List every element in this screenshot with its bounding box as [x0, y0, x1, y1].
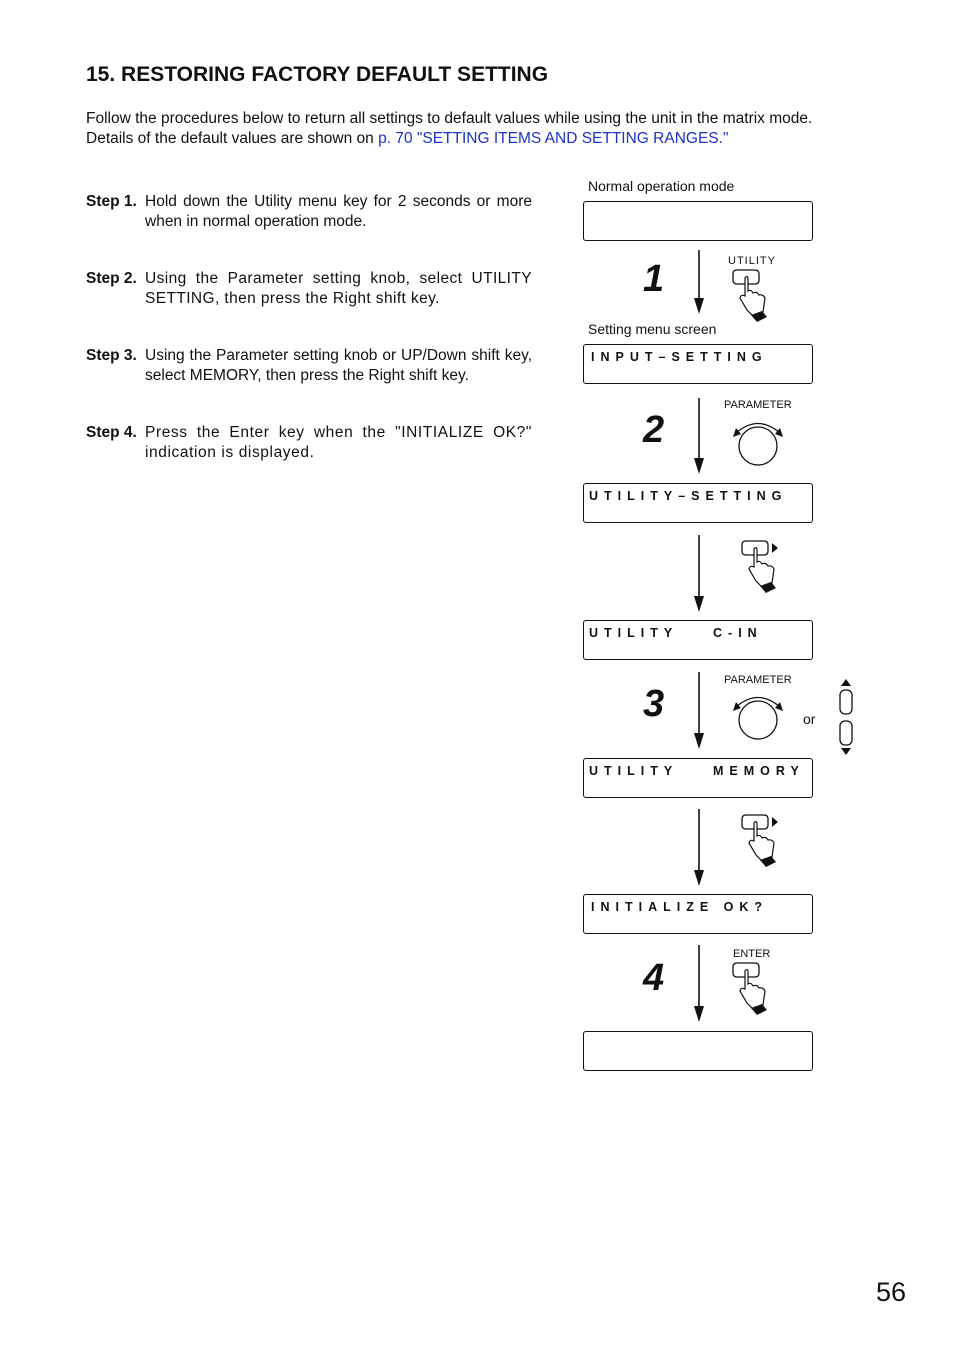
section-title: 15. RESTORING FACTORY DEFAULT SETTING: [86, 63, 549, 86]
lcd-text: INITIALIZE OK?: [591, 900, 769, 914]
parameter-knob-icon: [733, 698, 783, 740]
step-label: Step 2.: [86, 270, 137, 287]
flow-arrow-2: [694, 398, 704, 474]
setting-menu-caption: Setting menu screen: [588, 321, 717, 337]
step-number-2: 2: [643, 409, 665, 451]
lcd-text-left: UTILITY: [589, 626, 679, 640]
step-number-3: 3: [643, 683, 665, 725]
lcd-text-right: C-IN: [713, 626, 763, 640]
step-text: Using the Parameter setting knob or UP/Down shift key, select MEMORY, then press the Right shift key.: [145, 347, 532, 384]
step-text: Press the Enter key when the "INITIALIZE OK?" indication is displayed.: [145, 424, 532, 461]
step-label: Step 3.: [86, 347, 137, 364]
enter-key-label: ENTER: [733, 948, 771, 960]
right-shift-key-press-icon: [742, 815, 778, 867]
utility-key-label: UTILITY: [728, 255, 776, 267]
page-number: 56: [876, 1277, 907, 1307]
lcd-text-right: MEMORY: [713, 764, 805, 778]
intro-line-2-prefix: Details of the default values are shown on: [86, 129, 379, 147]
normal-mode-caption: Normal operation mode: [588, 178, 735, 194]
flow-arrow-5: [694, 809, 704, 886]
right-shift-key-press-icon: [742, 541, 778, 593]
parameter-label: PARAMETER: [724, 674, 792, 686]
flow-arrow-1: [694, 250, 704, 314]
step-label: Step 4.: [86, 424, 137, 441]
or-label: or: [803, 711, 816, 727]
lcd-text-left: UTILITY: [589, 764, 679, 778]
step-number-4: 4: [643, 957, 665, 999]
parameter-knob-icon: [733, 424, 783, 466]
utility-key-press-icon: [733, 270, 767, 322]
parameter-label: PARAMETER: [724, 399, 792, 411]
lcd-text: UTILITY–SETTING: [589, 489, 788, 503]
lcd-text: INPUT–SETTING: [591, 350, 768, 364]
flow-arrow-6: [694, 945, 704, 1022]
flow-arrow-4: [694, 672, 704, 749]
enter-key-press-icon: [733, 963, 767, 1015]
page-reference-link[interactable]: p. 70 "SETTING ITEMS AND SETTING RANGES.": [378, 129, 729, 147]
step-text: Hold down the Utility menu key for 2 seconds or more when in normal operation mode.: [145, 193, 532, 230]
step-text: Using the Parameter setting knob, select UTILITY SETTING, then press the Right shift key.: [145, 270, 532, 307]
intro-line-1: Follow the procedures below to return all settings to default values while using the unit in the matrix mode.: [86, 110, 813, 127]
up-down-shift-keys-icon: [840, 679, 852, 755]
flow-arrow-3: [694, 535, 704, 612]
step-number-1: 1: [643, 258, 665, 300]
step-label: Step 1.: [86, 193, 137, 210]
